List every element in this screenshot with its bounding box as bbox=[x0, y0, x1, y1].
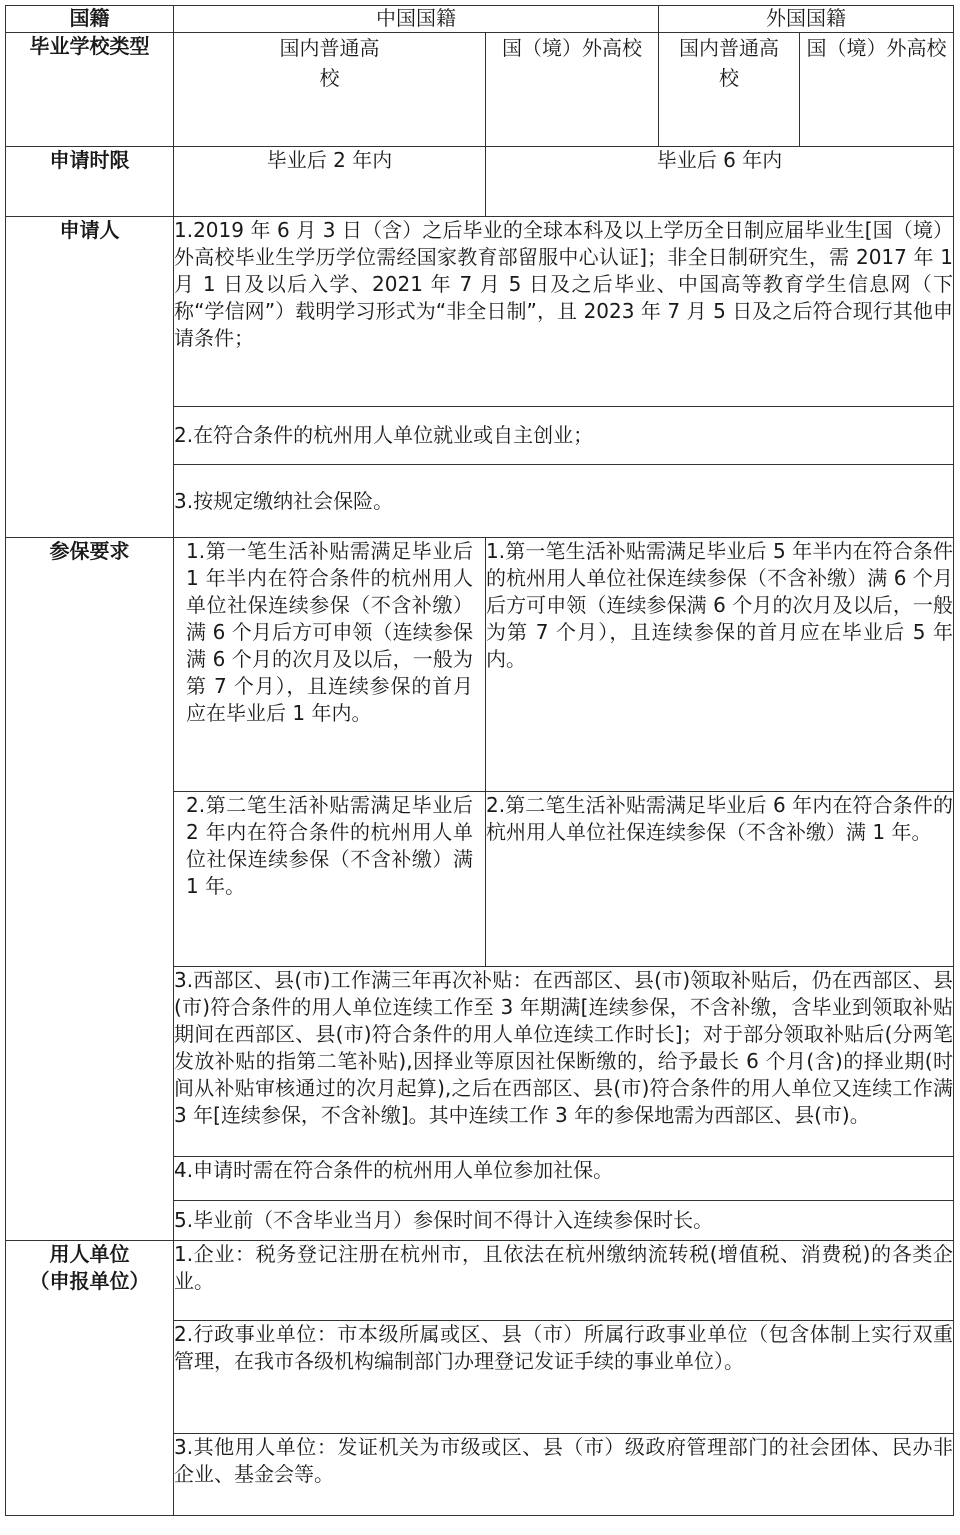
time-limit-overseas: 毕业后 6 年内 bbox=[486, 147, 954, 217]
fn-domestic-school bbox=[659, 33, 800, 147]
applicant-row-1 bbox=[6, 217, 954, 407]
school-type-row bbox=[6, 33, 954, 147]
employer-label bbox=[6, 1241, 174, 1516]
fn-domestic-school-text: 国内普通高校 bbox=[679, 36, 779, 90]
insurance-label: 参保要求 bbox=[6, 538, 174, 1241]
time-limit-domestic: 毕业后 2 年内 bbox=[174, 147, 486, 217]
applicant-item-2: 2.在符合条件的杭州用人单位就业或自主创业； bbox=[174, 407, 954, 465]
header-row bbox=[6, 6, 954, 33]
applicant-label: 申请人 bbox=[6, 217, 174, 538]
employer-label-line-2: （申报单位） bbox=[29, 1269, 150, 1293]
insurance-row-1 bbox=[6, 538, 954, 792]
employer-item-3: 3.其他用人单位：发证机关为市级或区、县（市）级政府管理部门的社会团体、民办非企业、基金会等。 bbox=[174, 1434, 954, 1516]
cn-domestic-school bbox=[174, 33, 486, 147]
nationality-label: 国籍 bbox=[6, 6, 174, 33]
fn-overseas-school bbox=[800, 33, 954, 147]
applicant-item-1: 1.2019 年 6 月 3 日（含）之后毕业的全球本科及以上学历全日制应届毕业生[国（境）外高校毕业生学历学位需经国家教育部留服中心认证]；非全日制研究生，需 2017 年 1 月 1 日及以后入学、2021 年 7 月 5 日及之后毕业、中国高等教育学生信息网（下称“学信网”）载明学习形式为“非全日制”，且 2023 年 7 月 5 日及之后符合现行其他申请条件； bbox=[174, 217, 954, 407]
employer-label-line-1: 用人单位 bbox=[49, 1242, 130, 1266]
insurance-second-domestic: 2.第二笔生活补贴需满足毕业后 2 年内在符合条件的杭州用人单位社保连续参保（不含补缴）满 1 年。 bbox=[174, 792, 486, 967]
insurance-item-4: 4.申请时需在符合条件的杭州用人单位参加社保。 bbox=[174, 1157, 954, 1201]
time-limit-label: 申请时限 bbox=[6, 147, 174, 217]
school-type-label: 毕业学校类型 bbox=[6, 33, 174, 147]
employer-item-1: 1.企业：税务登记注册在杭州市，且依法在杭州缴纳流转税(增值税、消费税)的各类企业。 bbox=[174, 1241, 954, 1321]
cn-domestic-school-text: 国内普通高校 bbox=[279, 36, 380, 90]
time-limit-row bbox=[6, 147, 954, 217]
foreign-nationality-header: 外国国籍 bbox=[659, 6, 954, 33]
fn-overseas-school-text: 国（境）外高校 bbox=[806, 36, 947, 60]
applicant-item-3: 3.按规定缴纳社会保险。 bbox=[174, 465, 954, 538]
chinese-nationality-header: 中国国籍 bbox=[174, 6, 659, 33]
insurance-item-3: 3.西部区、县(市)工作满三年再次补贴：在西部区、县(市)领取补贴后，仍在西部区、县(市)符合条件的用人单位连续工作至 3 年期满[连续参保，不含补缴，含毕业到领取补贴期间在西部区、县(市)符合条件的用人单位连续工作时长]；对于部分领取补贴后(分两笔发放补贴的指第二笔补贴),因择业等原因社保断缴的，给予最长 6 个月(含)的择业期(时间从补贴审核通过的次月起算),之后在西部区、县(市)符合条件的用人单位又连续工作满 3 年[连续参保，不含补缴]。其中连续工作 3 年的参保地需为西部区、县(市)。 bbox=[174, 967, 954, 1157]
cn-overseas-school bbox=[486, 33, 659, 147]
insurance-first-domestic: 1.第一笔生活补贴需满足毕业后 1 年半内在符合条件的杭州用人单位社保连续参保（不含补缴）满 6 个月后方可申领（连续参保满 6 个月的次月及以后，一般为第 7 个月），且连续参保的首月应在毕业后 1 年内。 bbox=[174, 538, 486, 792]
employer-row-1 bbox=[6, 1241, 954, 1321]
cn-overseas-school-text: 国（境）外高校 bbox=[502, 36, 642, 60]
insurance-first-overseas: 1.第一笔生活补贴需满足毕业后 5 年半内在符合条件的杭州用人单位社保连续参保（不含补缴）满 6 个月后方可申领（连续参保满 6 个月的次月及以后，一般为第 7 个月），且连续参保的首月应在毕业后 5 年内。 bbox=[486, 538, 954, 792]
employer-item-2: 2.行政事业单位：市本级所属或区、县（市）所属行政事业单位（包含体制上实行双重管理，在我市各级机构编制部门办理登记发证手续的事业单位）。 bbox=[174, 1321, 954, 1434]
insurance-second-overseas: 2.第二笔生活补贴需满足毕业后 6 年内在符合条件的杭州用人单位社保连续参保（不含补缴）满 1 年。 bbox=[486, 792, 954, 967]
policy-table bbox=[5, 5, 954, 1516]
insurance-item-5: 5.毕业前（不含毕业当月）参保时间不得计入连续参保时长。 bbox=[174, 1201, 954, 1241]
